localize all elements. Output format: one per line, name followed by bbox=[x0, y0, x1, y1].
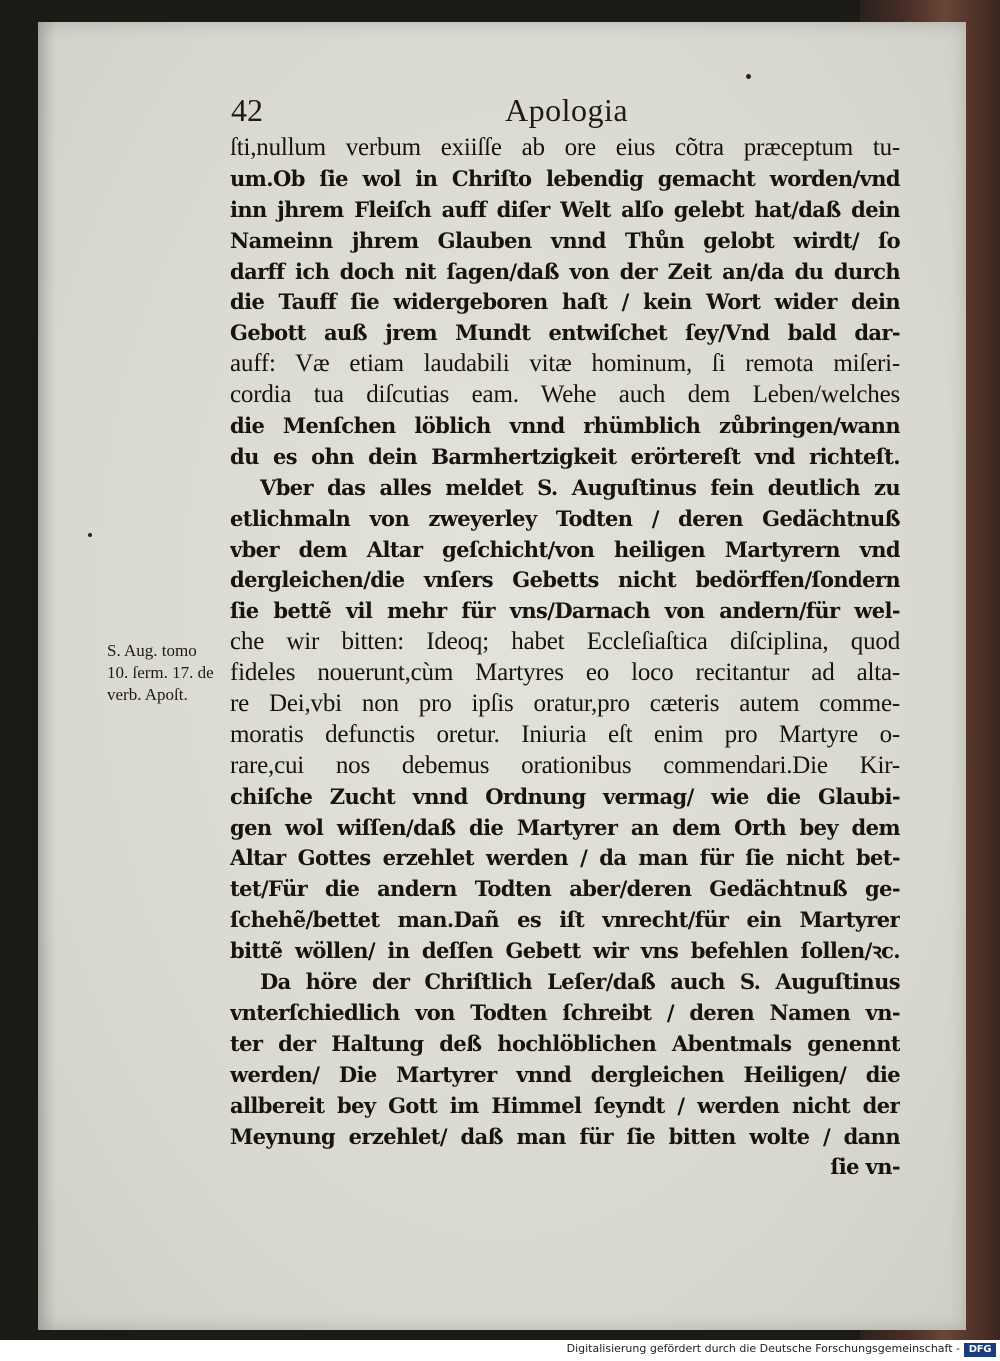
text-line: rare,cui nos debemus orationibus commendari.Die Kir- bbox=[230, 751, 900, 779]
text-line: chiſche Zucht vnnd Ordnung vermag/ wie die Glaubi- bbox=[230, 783, 900, 809]
text-line: Meynung erzehlet/ daß man für ſie bitten wolte / dann bbox=[230, 1123, 900, 1149]
text-line: tet/Für die andern Todten aber/deren Gedächtnuß ge- bbox=[230, 876, 900, 902]
text-line: cordia tua diſcutias eam. Wehe auch dem Leben/welches bbox=[230, 381, 900, 409]
text-line: etlichmaln von zweyerley Todten / deren Gedächtnuß bbox=[230, 505, 900, 531]
text-line: Vber das alles meldet S. Auguſtinus fein deutlich zu bbox=[260, 474, 900, 500]
text-line: vber dem Altar geſchicht/von heiligen Martyrern vnd bbox=[230, 536, 900, 562]
margin-note-line: S. Aug. tomo bbox=[107, 641, 197, 660]
text-line: die Menſchen löblich vnnd rhümblich zůbringen/wann bbox=[230, 413, 900, 439]
page-gutter-shadow bbox=[38, 22, 56, 1330]
text-line: vnterſchiedlich von Todten ſchreibt / deren Namen vn- bbox=[230, 999, 900, 1025]
text-line: ſchehẽ/bettet man.Dañ es iſt vnrecht/für ein Martyrer bbox=[230, 907, 900, 933]
text-line: re Dei,vbi non pro ipſis oratur,pro cæteris autem comme- bbox=[230, 690, 900, 718]
text-line: gen wol wiſſen/daß die Martyrer an dem Orth bey dem bbox=[230, 814, 900, 840]
text-line: che wir bitten: Ideoq; habet Eccleſiaſtica diſciplina, quod bbox=[230, 628, 900, 656]
text-line: Nameinn jhrem Glauben vnnd Thůn gelobt wirdt/ ſo bbox=[230, 227, 900, 253]
text-line: ſti,nullum verbum exiiſſe ab ore eius cõtra præceptum tu- bbox=[230, 134, 900, 161]
page-number: 42 bbox=[231, 92, 263, 128]
text-line: moratis defunctis oretur. Iniuria eſt enim pro Martyre o- bbox=[230, 720, 900, 748]
text-line: ter der Haltung deß hochlöblichen Abentmals genennt bbox=[230, 1030, 900, 1056]
text-line: Gebott auß jrem Mundt entwiſchet ſey/Vnd bald dar- bbox=[230, 320, 900, 346]
text-line: darff ich doch nit ſagen/daß von der Zeit an/da du durch bbox=[230, 258, 900, 284]
body-text bbox=[230, 133, 900, 1183]
text-line: werden/ Die Martyrer vnnd dergleichen Heiligen/ die bbox=[230, 1061, 900, 1087]
text-line: du es ohn dein Barmhertzigkeit erörtereſt vnd richteſt. bbox=[230, 443, 900, 469]
running-title: Apologia bbox=[505, 92, 629, 128]
digitization-credit: Digitalisierung gefördert durch die Deutsche Forschungsgemeinschaft - bbox=[566, 1342, 960, 1355]
text-line: dergleichen/die vnſers Gebetts nicht bedörffen/ſondern bbox=[230, 567, 900, 593]
footer-bar bbox=[0, 1340, 1000, 1361]
margin-note-line: verb. Apoſt. bbox=[107, 685, 188, 704]
ink-speck bbox=[746, 74, 751, 79]
text-line: bittẽ wöllen/ in deſſen Gebett wir vns befehlen ſollen/ꝛc. bbox=[230, 938, 900, 964]
text-line: Da höre der Chriſtlich Leſer/daß auch S. Auguſtinus bbox=[260, 969, 900, 995]
text-line: um.Ob ſie wol in Chriſto lebendig gemacht worden/vnd bbox=[230, 165, 900, 191]
text-line: die Tauff ſie widergeboren haſt / kein Wort wider dein bbox=[230, 289, 900, 315]
ink-speck bbox=[88, 533, 92, 537]
dfg-logo: DFG bbox=[964, 1343, 996, 1357]
text-line: ſie bettẽ vil mehr für vns/Darnach von andern/für wel- bbox=[230, 598, 900, 624]
text-line: Altar Gottes erzehlet werden / da man für ſie nicht bet- bbox=[230, 845, 900, 871]
text-line: allbereit bey Gott im Himmel ſeyndt / werden nicht der bbox=[230, 1092, 900, 1118]
margin-note bbox=[107, 640, 227, 706]
text-line: fideles nouerunt,cùm Martyres eo loco recitantur ad alta- bbox=[230, 659, 900, 687]
text-line: ſie vn- bbox=[830, 1154, 900, 1180]
text-line: inn jhrem Fleiſch auff diſer Welt alſo gelebt hat/daß dein bbox=[230, 196, 900, 222]
text-line: auff: Væ etiam laudabili vitæ hominum, ſi remota miſeri- bbox=[230, 350, 900, 378]
margin-note-line: 10. ſerm. 17. de bbox=[107, 663, 214, 682]
